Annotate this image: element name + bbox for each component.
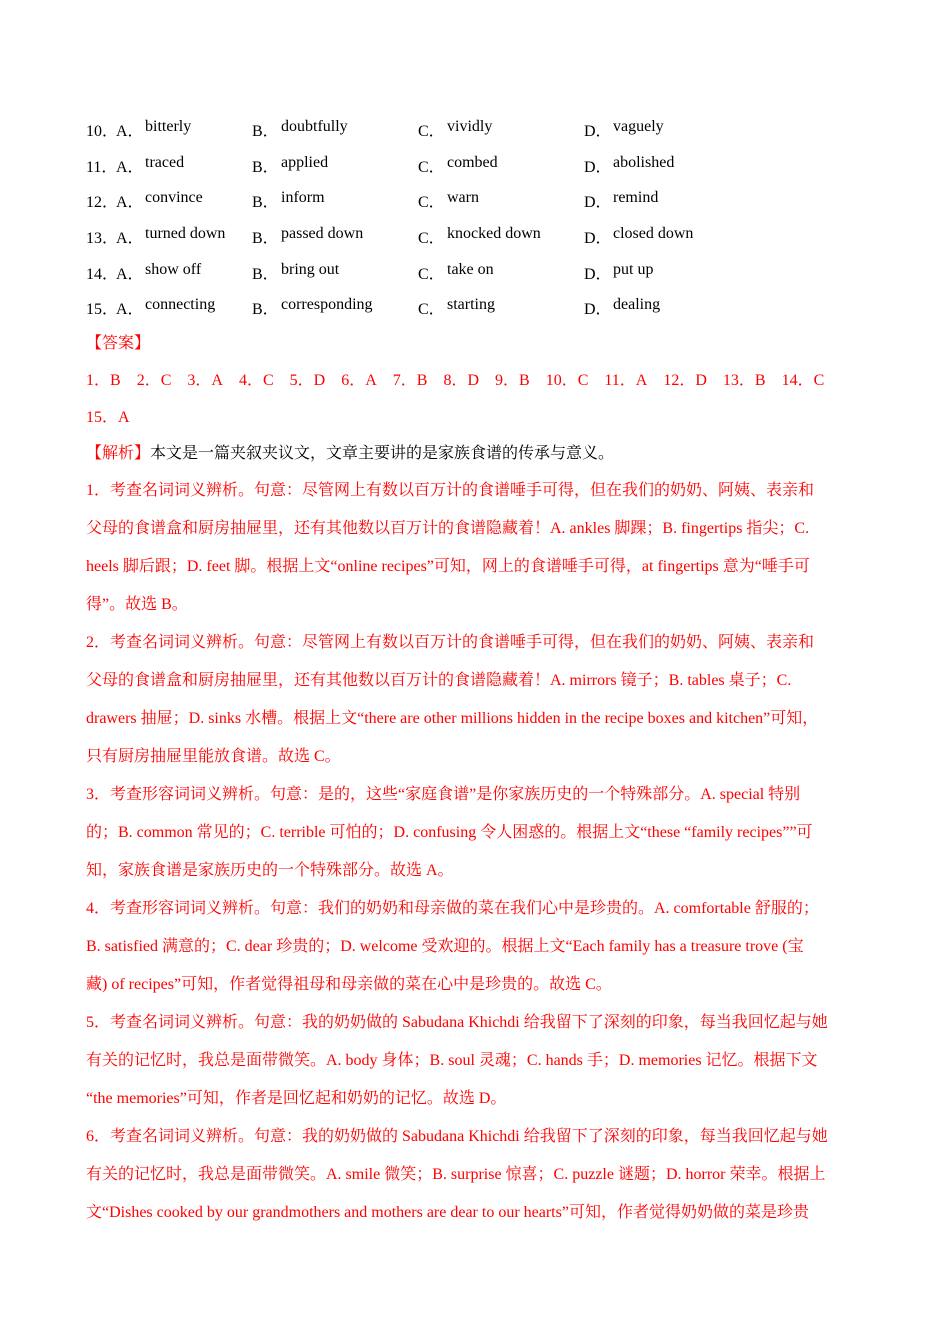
paragraph-line: 父母的食谱盒和厨房抽屉里，还有其他数以百万计的食谱隐藏着！A. mirrors 镜子；B. tables 桌子；C. [86, 671, 792, 689]
option-text: corresponding [281, 296, 373, 314]
option-letter: B． [252, 194, 279, 212]
analysis-intro [86, 436, 866, 472]
paragraph-line: 4．考查形容词词义辨析。句意：我们的奶奶和母亲做的菜在我们心中是珍贵的。A. comfortable 舒服的； [86, 899, 819, 917]
option-letter: D． [584, 194, 612, 212]
option-choice [584, 296, 750, 319]
option-letter: C． [418, 194, 445, 212]
option-choice [418, 189, 584, 212]
paragraph-line: 2．考查名词词义辨析。句意：尽管网上有数以百万计的食谱唾手可得，但在我们的奶奶、阿姨、表亲和 [86, 633, 815, 651]
option-choice [116, 261, 252, 284]
option-letter: A． [116, 123, 144, 141]
paragraph-line: 5．考查名词词义辨析。句意：我的奶奶做的 Sabudana Khichdi 给我留下了深刻的印象，每当我回忆起与她 [86, 1013, 828, 1031]
option-choice [252, 261, 418, 284]
option-choice [252, 118, 418, 141]
option-letter: D． [584, 123, 612, 141]
question-row [86, 219, 866, 255]
option-choice [418, 225, 584, 248]
answer-item: 10．C [545, 371, 589, 389]
question-number: 15． [86, 301, 119, 319]
option-letter: D． [584, 301, 612, 319]
option-text: knocked down [447, 225, 541, 243]
option-text: warn [447, 189, 479, 207]
answer-item: 7．B [392, 371, 428, 389]
analysis-paragraph [86, 890, 866, 1004]
option-choice [418, 154, 584, 177]
option-text: doubtfully [281, 118, 348, 136]
answer-item: 2．C [136, 371, 172, 389]
option-letter: A． [116, 194, 144, 212]
paragraph-line: 1．考查名词词义辨析。句意：尽管网上有数以百万计的食谱唾手可得，但在我们的奶奶、阿姨、表亲和 [86, 481, 815, 499]
option-choice [584, 261, 750, 284]
answer-label: 【答案】 [86, 334, 151, 352]
answer-item: 14．C [781, 371, 825, 389]
option-letter: D． [584, 158, 612, 176]
option-choice [584, 154, 750, 177]
option-letter: A． [116, 301, 144, 319]
option-letter: D． [584, 265, 612, 283]
option-letter: C． [418, 158, 445, 176]
option-text: turned down [145, 225, 226, 243]
option-text: vaguely [613, 118, 664, 136]
options-list [86, 112, 866, 326]
option-letter: A． [116, 265, 144, 283]
option-text: starting [447, 296, 495, 314]
question-row [86, 148, 866, 184]
option-letter: B． [252, 123, 279, 141]
question-number: 10． [86, 123, 119, 141]
analysis-paragraphs [86, 472, 866, 1232]
question-row [86, 183, 866, 219]
option-letter: C． [418, 265, 445, 283]
question-number: 11． [86, 158, 118, 176]
option-text: put up [613, 260, 654, 278]
analysis-paragraph [86, 472, 866, 624]
answer-item: 9．B [495, 371, 530, 389]
option-text: vividly [447, 118, 493, 136]
option-text: bitterly [145, 118, 192, 136]
question-row [86, 112, 866, 148]
document-page [86, 112, 866, 1232]
option-choice [116, 225, 252, 248]
answer-item: 13．B [722, 371, 766, 389]
answer-item: 6．A [341, 371, 377, 389]
paragraph-line: 有关的记忆时，我总是面带微笑。A. body 身体；B. soul 灵魂；C. hands 手；D. memories 记忆。根据下文 [86, 1051, 818, 1069]
analysis-paragraph [86, 1004, 866, 1118]
option-letter: A． [116, 158, 144, 176]
option-choice [252, 296, 418, 319]
option-text: passed down [281, 225, 364, 243]
question-number: 14． [86, 265, 119, 283]
option-choice [418, 296, 584, 319]
paragraph-line: 只有厨房抽屉里能放食谱。故选 C。 [86, 747, 341, 765]
option-choice [252, 154, 418, 177]
option-text: dealing [613, 296, 661, 314]
option-choice [418, 118, 584, 141]
paragraph-line: drawers 抽屉；D. sinks 水槽。根据上文“there are other millions hidden in the recipe boxes and kitchen”可知， [86, 709, 819, 727]
option-text: connecting [145, 296, 216, 314]
option-choice [252, 225, 418, 248]
paragraph-line: 的；B. common 常见的；C. terrible 可怕的；D. confusing 令人困惑的。根据上文“these “family recipes””可 [86, 823, 813, 841]
option-letter: B． [252, 301, 279, 319]
paragraph-line: B. satisfied 满意的；C. dear 珍贵的；D. welcome 受欢迎的。根据上文“Each family has a treasure trove (宝 [86, 937, 804, 955]
paragraph-line: 3．考查形容词词义辨析。句意：是的，这些“家庭食谱”是你家族历史的一个特殊部分。A. special 特别 [86, 785, 801, 803]
answer-item: 4．C [238, 371, 274, 389]
answer-item: 5．D [289, 371, 326, 389]
option-text: traced [145, 153, 185, 171]
option-choice [584, 118, 750, 141]
option-choice [584, 189, 750, 212]
option-choice [116, 118, 252, 141]
option-letter: B． [252, 158, 279, 176]
analysis-paragraph [86, 624, 866, 776]
option-letter: C． [418, 230, 445, 248]
question-row [86, 290, 866, 326]
paragraph-line: 父母的食谱盒和厨房抽屉里，还有其他数以百万计的食谱隐藏着！A. ankles 脚踝；B. fingertips 指尖；C. [86, 519, 810, 537]
option-letter: C． [418, 123, 445, 141]
option-choice [116, 296, 252, 319]
option-text: convince [145, 189, 203, 207]
option-letter: D． [584, 230, 612, 248]
option-letter: B． [252, 265, 279, 283]
option-text: abolished [613, 153, 675, 171]
option-choice [418, 261, 584, 284]
analysis-label: 【解析】 [86, 444, 151, 462]
analysis-summary: 本文是一篇夹叙夹议文，文章主要讲的是家族食谱的传承与意义。 [150, 444, 615, 462]
paragraph-line: “the memories”可知，作者是回忆起和奶奶的记忆。故选 D。 [86, 1089, 507, 1107]
option-choice [116, 154, 252, 177]
answer-item: 8．D [443, 371, 479, 389]
answer-item: 11．A [604, 371, 648, 389]
paragraph-line: 藏) of recipes”可知，作者觉得祖母和母亲做的菜在心中是珍贵的。故选 C。 [86, 975, 612, 993]
answer-item: 3．A [187, 371, 223, 389]
answer-item: 15．A [86, 408, 130, 426]
option-choice [116, 189, 252, 212]
option-text: remind [613, 189, 659, 207]
option-text: closed down [613, 225, 694, 243]
option-letter: A． [116, 230, 144, 248]
option-text: applied [281, 153, 329, 171]
answer-list [86, 362, 866, 436]
option-text: show off [145, 260, 202, 278]
paragraph-line: 6．考查名词词义辨析。句意：我的奶奶做的 Sabudana Khichdi 给我留下了深刻的印象，每当我回忆起与她 [86, 1127, 828, 1145]
paragraph-line: heels 脚后跟；D. feet 脚。根据上文“online recipes”可知，网上的食谱唾手可得，at fingertips 意为“唾手可 [86, 557, 810, 575]
paragraph-line: 有关的记忆时，我总是面带微笑。A. smile 微笑；B. surprise 惊喜；C. puzzle 谜题；D. horror 荣幸。根据上 [86, 1165, 826, 1183]
paragraph-line: 得”。故选 B。 [86, 595, 188, 613]
option-text: combed [447, 153, 498, 171]
analysis-paragraph [86, 1118, 866, 1232]
option-text: bring out [281, 260, 340, 278]
question-row [86, 254, 866, 290]
answer-item: 1．B [86, 371, 121, 389]
analysis-paragraph [86, 776, 866, 890]
option-letter: C． [418, 301, 445, 319]
option-letter: B． [252, 230, 279, 248]
option-choice [252, 189, 418, 212]
question-number: 13． [86, 230, 119, 248]
answer-item: 12．D [663, 371, 707, 389]
paragraph-line: 知，家族食谱是家族历史的一个特殊部分。故选 A。 [86, 861, 454, 879]
option-choice [584, 225, 750, 248]
option-text: inform [281, 189, 325, 207]
paragraph-line: 文“Dishes cooked by our grandmothers and mothers are dear to our hearts”可知，作者觉得奶奶做的菜是珍贵 [86, 1203, 809, 1221]
option-text: take on [447, 260, 494, 278]
question-number: 12． [86, 194, 119, 212]
